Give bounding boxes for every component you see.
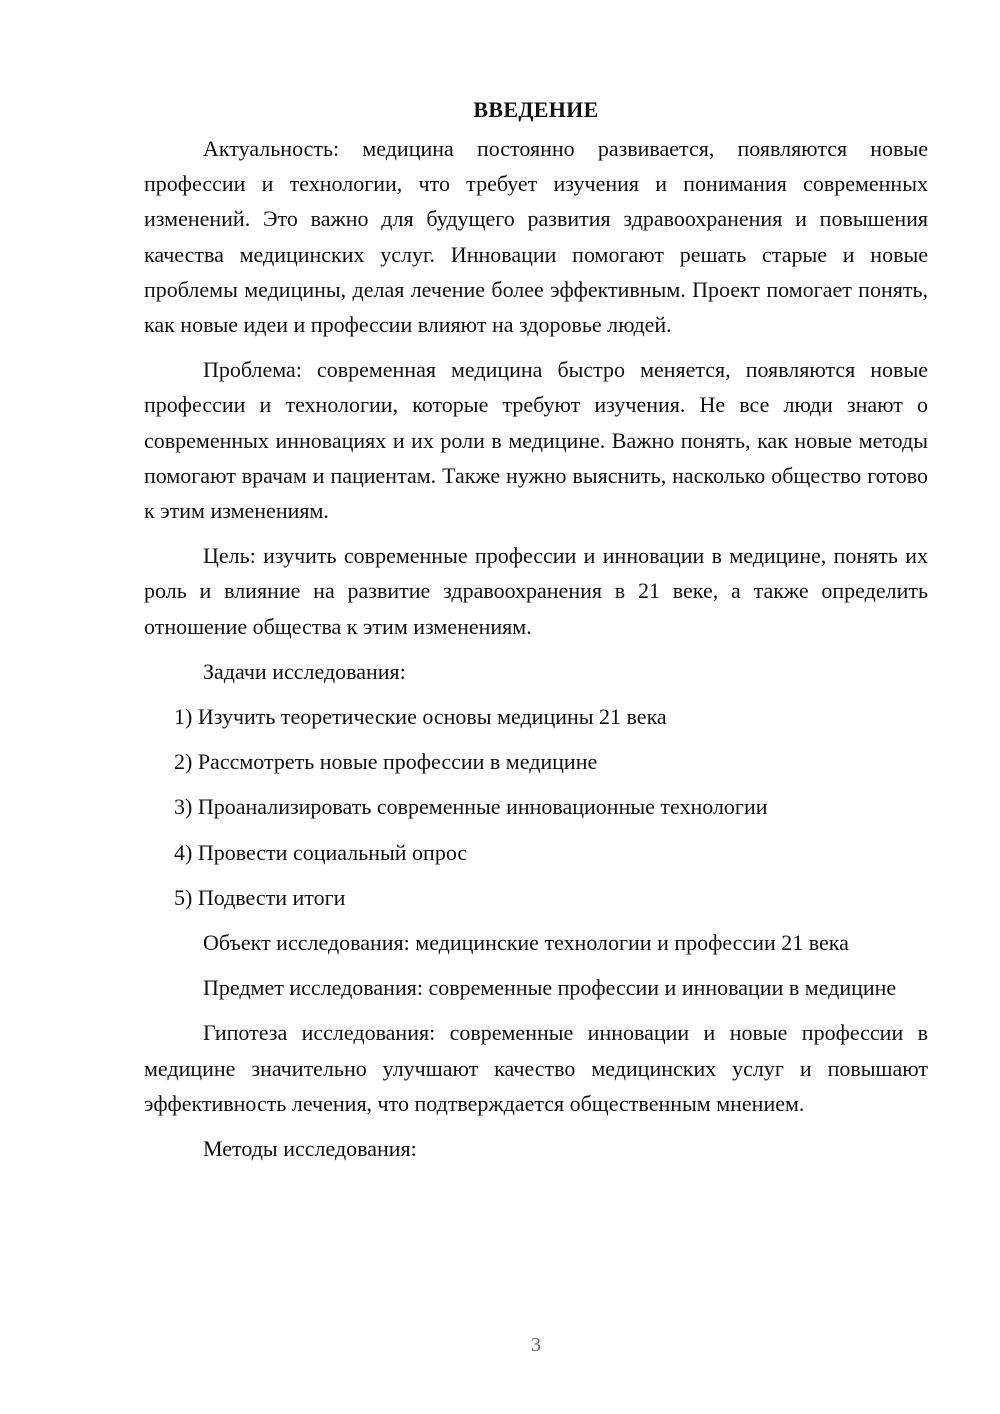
task-item: 1) Изучить теоретические основы медицины 21 века <box>174 704 667 730</box>
task-item: 2) Рассмотреть новые профессии в медицине <box>174 749 598 775</box>
page-number: 3 <box>531 1334 541 1356</box>
goal-paragraph: Цель: изучить современные профессии и инновации в медицине, понять их роль и влияние на развитие здравоохранения в 21 веке, а также определить отношение общества к этим изменениям. <box>144 543 928 639</box>
task-list <box>144 699 928 915</box>
hypothesis-paragraph: Гипотеза исследования: современные инновации и новые профессии в медицине значительно улучшают качество медицинских услуг и повышают эффективность лечения, что подтверждается общественным мнением. <box>144 1020 928 1116</box>
task-item: 3) Проанализировать современные инновационные технологии <box>174 794 768 820</box>
problem-paragraph: Проблема: современная медицина быстро меняется, появляются новые профессии и технологии, которые требуют изучения. Не все люди знают о современных инновациях и их роли в медицине. Важно понять, как новые методы помогают врачам и пациентам. Также нужно выяснить, насколько общество готово к этим изменениям. <box>144 357 928 524</box>
subject-paragraph: Предмет исследования: современные профессии и инновации в медицине <box>203 975 897 1001</box>
tasks-title: Задачи исследования: <box>203 658 406 684</box>
task-item: 5) Подвести итоги <box>174 884 346 910</box>
methods-paragraph: Методы исследования: <box>203 1136 417 1162</box>
task-item: 4) Провести социальный опрос <box>174 839 468 865</box>
object-paragraph: Объект исследования: медицинские технологии и профессии 21 века <box>203 930 849 956</box>
section-heading: ВВЕДЕНИЕ <box>473 97 599 122</box>
relevance-paragraph: Актуальность: медицина постоянно развивается, появляются новые профессии и технологии, что требует изучения и понимания современных изменений. Это важно для будущего развития здравоохранения и повышения качества медицинских услуг. Инновации помогают решать старые и новые проблемы медицины, делая лечение более эффективным. Проект помогает понять, как новые идеи и профессии влияют на здоровье людей. <box>144 136 928 338</box>
page-content <box>144 92 928 1176</box>
